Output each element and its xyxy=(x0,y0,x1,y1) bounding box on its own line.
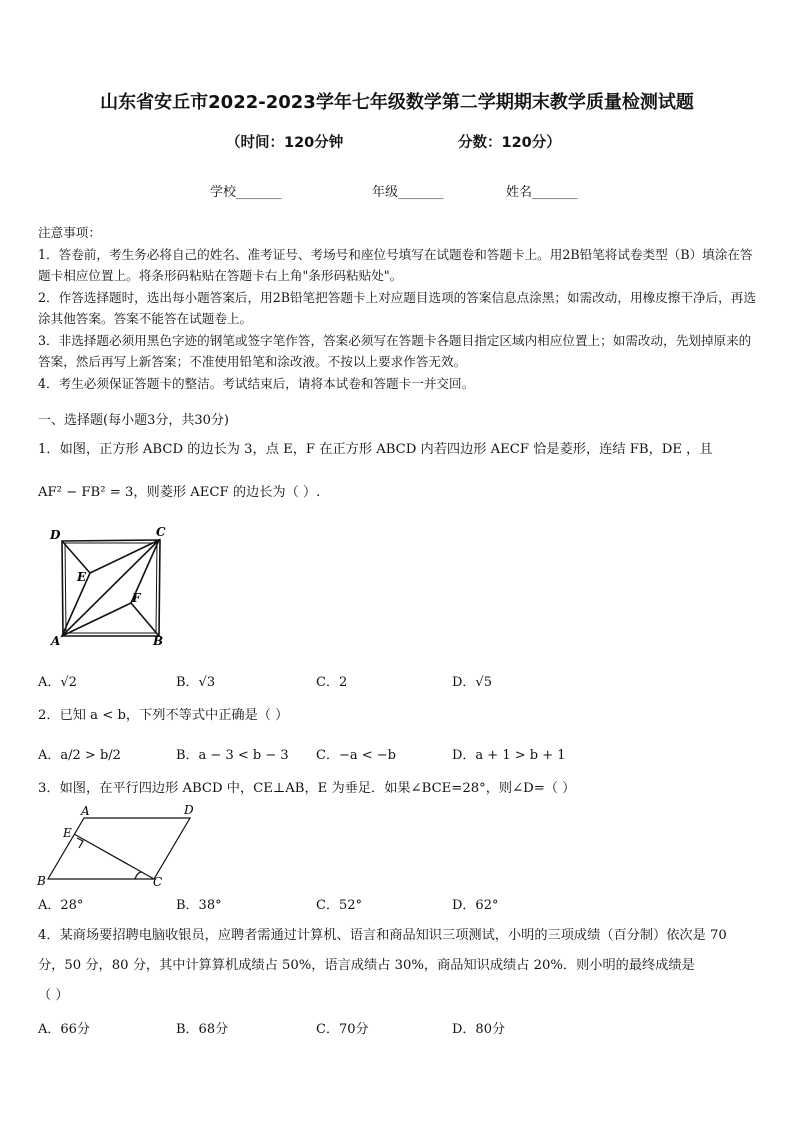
q4-option-a: A．66分 xyxy=(38,1022,90,1037)
label-b: B xyxy=(153,634,164,648)
segment-ce xyxy=(74,834,154,879)
label-f: F xyxy=(132,591,141,605)
label-a: A xyxy=(51,634,61,648)
q1-option-b: B．√3 xyxy=(176,675,216,690)
q4-line3: （ ） xyxy=(38,988,69,1003)
page-title: 山东省安丘市2022-2023学年七年级数学第二学期期末教学质量检测试题 xyxy=(100,92,694,113)
angle-arc-bce xyxy=(135,872,141,879)
label-a: A xyxy=(81,804,90,818)
label-e: E xyxy=(63,826,72,840)
segment-fb xyxy=(131,603,159,636)
label-d: D xyxy=(184,803,194,817)
school-field: 学校_______ xyxy=(210,185,282,200)
q3-stem: 3．如图，在平行四边形 ABCD 中，CE⊥AB，E 为垂足．如果∠BCE=28°，则∠D=（ ） xyxy=(38,781,576,796)
label-d: D xyxy=(50,528,61,542)
notes-heading: 注意事项： xyxy=(38,225,101,240)
label-c: C xyxy=(153,875,163,889)
label-b: B xyxy=(37,874,46,888)
q3-option-c: C．52° xyxy=(316,898,362,913)
exam-score: 分数：120分） xyxy=(458,135,561,151)
q3-option-d: D．62° xyxy=(452,898,499,913)
grade-field: 年级_______ xyxy=(372,185,444,200)
note-item: 1．答卷前，考生务必将自己的姓名、准考证号、考场号和座位号填写在试题卷和答题卡上。用2B铅笔将试卷类型（B）填涂在答题卡相应位置上。将条形码粘贴在答题卡右上角"条形码粘贴处"。 xyxy=(38,246,753,283)
q2-option-c: C．−a < −b xyxy=(316,748,396,763)
label-c: C xyxy=(156,525,166,539)
q1-line1: 1．如图，正方形 ABCD 的边长为 3，点 E，F 在正方形 ABCD 内若四边形 AECF 恰是菱形，连结 FB，DE ，且 xyxy=(38,442,713,457)
q1-line2: AF² − FB² = 3，则菱形 AECF 的边长为（ ）. xyxy=(38,485,321,500)
q1-figure-square xyxy=(40,524,180,648)
section-heading: 一、选择题(每小题3分，共30分) xyxy=(38,413,229,428)
diagonal-ac xyxy=(62,540,159,636)
q2-option-d: D．a + 1 > b + 1 xyxy=(452,748,566,763)
q4-option-d: D．80分 xyxy=(452,1022,505,1037)
q2-option-a: A．a/2 > b/2 xyxy=(38,748,121,763)
q3-option-b: B．38° xyxy=(176,898,222,913)
segment-de xyxy=(62,541,90,573)
q1-option-d: D．√5 xyxy=(452,675,492,690)
q4-line1: 4．某商场要招聘电脑收银员，应聘者需通过计算机、语言和商品知识三项测试，小明的三项成绩（百分制）依次是 70 xyxy=(38,928,727,943)
q2-stem: 2．已知 a < b，下列不等式中正确是（ ） xyxy=(38,708,289,723)
exam-time: （时间：120分钟 xyxy=(226,135,344,151)
label-e: E xyxy=(77,570,87,584)
q4-line2: 分，50 分，80 分，其中计算算机成绩占 50%，语言成绩占 30%，商品知识成绩占 20%．则小明的最终成绩是 xyxy=(38,958,695,973)
q4-option-b: B．68分 xyxy=(176,1022,229,1037)
right-angle-mark xyxy=(77,838,83,848)
note-item: 4．考生必须保证答题卡的整洁。考试结束后，请将本试卷和答题卡一并交回。 xyxy=(38,375,475,391)
q1-option-a: A．√2 xyxy=(38,675,77,690)
q4-option-c: C．70分 xyxy=(316,1022,369,1037)
q3-option-a: A．28° xyxy=(38,898,84,913)
notes xyxy=(38,222,760,394)
note-item: 3．非选择题必须用黑色字迹的钢笔或签字笔作答，答案必须写在答题卡各题目指定区域内相应位置上；如需改动，先划掉原来的答案，然后再写上新答案；不准使用铅笔和涂改液。不按以上要求作答无效。 xyxy=(38,332,752,369)
name-field: 姓名_______ xyxy=(506,185,578,200)
q2-option-b: B．a − 3 < b − 3 xyxy=(176,748,289,763)
q3-figure-parallelogram xyxy=(34,800,204,890)
note-item: 2．作答选择题时，选出每小题答案后，用2B铅笔把答题卡上对应题目选项的答案信息点涂黑；如需改动，用橡皮擦干净后，再选涂其他答案。答案不能答在试题卷上。 xyxy=(38,289,756,326)
q1-option-c: C．2 xyxy=(316,675,348,690)
